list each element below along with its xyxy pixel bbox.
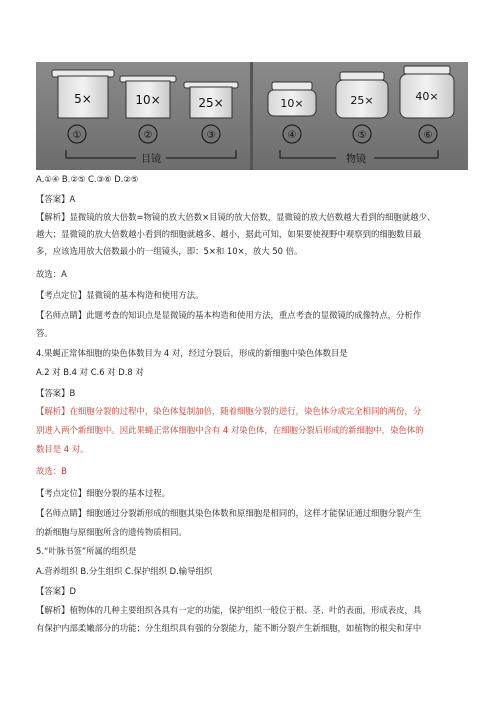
q4-knowledge-point: 【考点定位】细胞分裂的基本过程。 — [36, 488, 170, 498]
microscope-lens-figure — [36, 62, 468, 170]
q3-conclusion: 故选：A — [36, 269, 67, 279]
q4-answer: 【答案】B — [36, 388, 76, 398]
q4-comment-line-2: 的新细胞与原细胞所含的遗传物质相同。 — [36, 527, 187, 537]
q5-answer: 【答案】D — [36, 586, 76, 596]
ocular-number-3: ③ — [206, 130, 216, 141]
objective-number-4: ④ — [287, 130, 297, 141]
ocular-group-label: 目镜 — [141, 154, 161, 165]
q4-stem: 4.果蝇正常体细胞的染色体数目为 4 对，经过分裂后，形成的新细胞中染色体数目是 — [36, 348, 348, 358]
q4-analysis-line-1: 【解析】在细胞分裂的过程中，染色体复制加倍，随着细胞分裂的进行，染色体分成完全相同的两份，分 — [36, 406, 422, 416]
ocular-label-1: 5× — [74, 92, 92, 106]
q4-conclusion: 故选：B — [36, 466, 67, 476]
q4-options: A.2 对 B.4 对 C.6 对 D.8 对 — [36, 367, 144, 377]
q4-analysis-line-3: 数目是 4 对。 — [36, 444, 89, 454]
ocular-number-1: ① — [72, 130, 82, 141]
q3-analysis-line-3: 多，应该选用放大倍数最小的一组镜头，即：5×和 10×，放大 50 倍。 — [36, 246, 303, 256]
q5-analysis-line-2: 有保护内部柔嫩部分的功能；分生组织具有强的分裂能力，能不断分裂产生新细胞，如植物的根尖和芽中 — [36, 623, 422, 633]
objective-label-4: 10× — [280, 97, 304, 110]
objective-label-5: 25× — [350, 94, 374, 107]
q3-comment-line-1: 【名师点睛】此题考查的知识点是显微镜的基本构造和使用方法，重点考查的显微镜的成像特点，分析作 — [36, 310, 422, 320]
objective-label-6: 40× — [415, 90, 439, 103]
ocular-label-3: 25× — [198, 96, 224, 110]
objective-number-5: ⑤ — [357, 130, 367, 141]
q4-analysis-line-2: 别进入两个新细胞中。因此果蝇正常体细胞中含有 4 对染色体，在细胞分裂后形成的新细胞中，染色体的 — [36, 425, 424, 435]
q3-comment-line-2: 答。 — [36, 328, 53, 338]
q3-options: A.①④ B.②⑤ C.③⑥ D.②⑤ — [36, 174, 139, 184]
q4-comment-line-1: 【名师点睛】细胞通过分裂新形成的细胞其染色体数和原细胞是相同的，这样才能保证通过细胞分裂产生 — [36, 508, 422, 518]
ocular-number-2: ② — [143, 130, 153, 141]
objective-group-label: 物镜 — [346, 154, 366, 165]
q5-analysis-line-1: 【解析】植物体的几种主要组织各具有一定的功能，保护组织一般位于根、茎、叶的表面，形成表皮，具 — [36, 605, 422, 615]
objective-number-6: ⑥ — [423, 130, 433, 141]
q3-analysis-line-2: 越大；显微镜的放大倍数越小看到的细胞就越多、越小，据此可知，如果要使视野中观察到的细胞数目最 — [36, 229, 422, 239]
ocular-label-2: 10× — [135, 93, 161, 107]
q5-stem: 5.“叶脉书签”所属的组织是 — [36, 546, 137, 556]
q3-analysis-line-1: 【解析】显微镜的放大倍数=物镜的放大倍数×目镜的放大倍数，显微镜的放大倍数越大看到的细胞就越少、 — [36, 212, 436, 222]
q3-knowledge-point: 【考点定位】显微镜的基本构造和使用方法。 — [36, 290, 204, 300]
q5-options: A.营养组织 B.分生组织 C.保护组织 D.输导组织 — [36, 566, 213, 576]
q3-answer: 【答案】A — [36, 194, 76, 204]
